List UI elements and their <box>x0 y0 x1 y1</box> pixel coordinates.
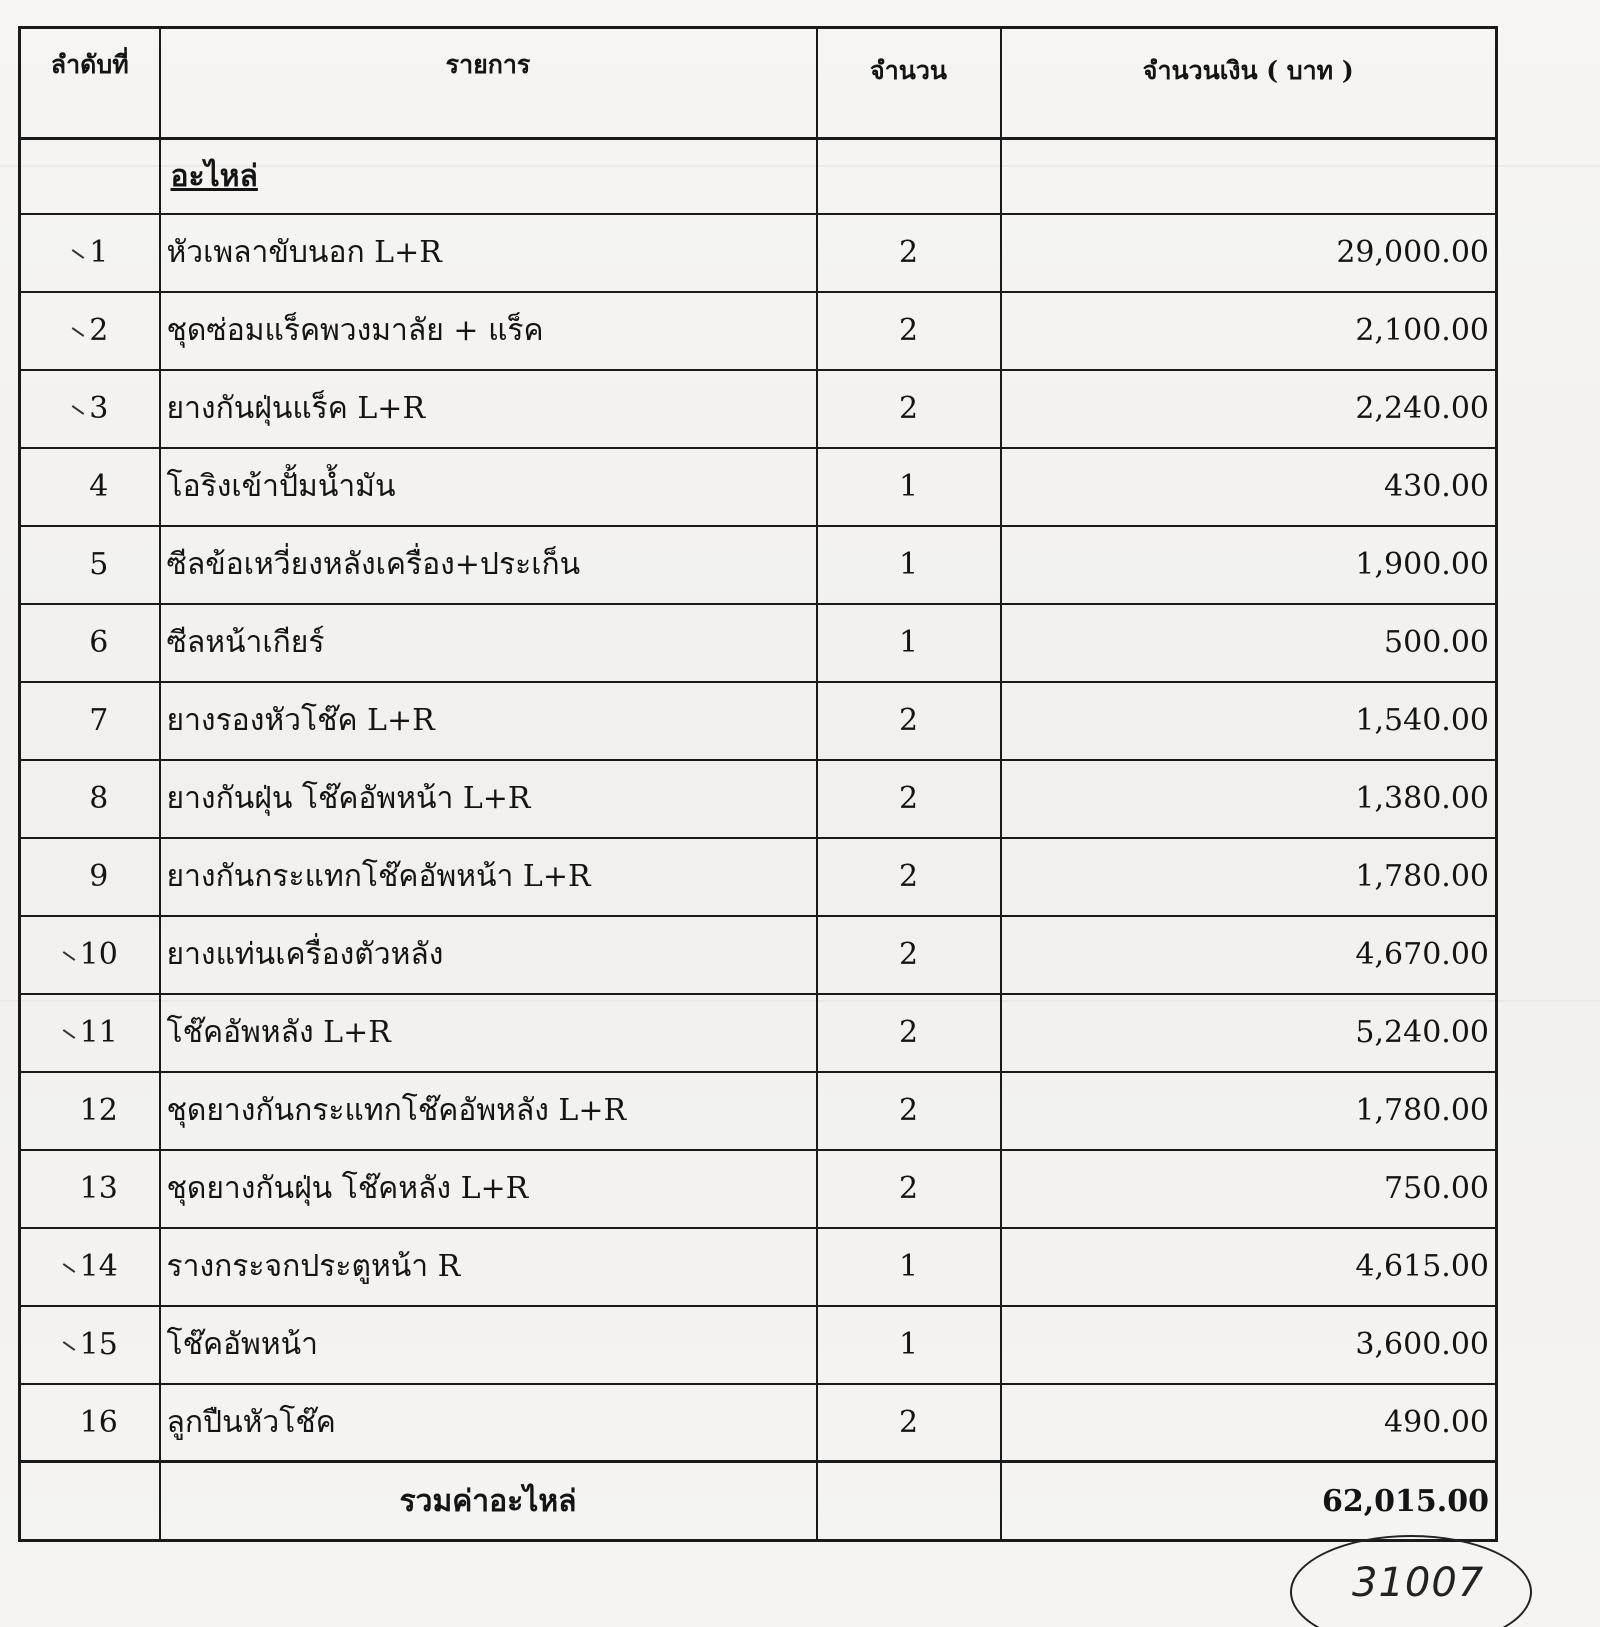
table-row <box>20 1384 1497 1462</box>
row-description: ยางกันฝุ่นแร็ค L+R <box>160 370 817 448</box>
row-number <box>20 604 160 682</box>
row-number <box>20 1072 160 1150</box>
row-number <box>20 994 160 1072</box>
table-row <box>20 448 1497 526</box>
table-row <box>20 1072 1497 1150</box>
check-mark-icon <box>72 483 85 493</box>
row-quantity: 2 <box>817 916 1001 994</box>
handwritten-note: 31007 <box>1352 1560 1485 1606</box>
row-number-text: 10 <box>79 937 118 972</box>
table-row <box>20 994 1497 1072</box>
row-description: ยางกันฝุ่น โช๊คอัพหน้า L+R <box>160 760 817 838</box>
header-no: ลำดับที่ <box>20 28 160 139</box>
row-amount: 1,900.00 <box>1001 526 1497 604</box>
row-quantity: 2 <box>817 838 1001 916</box>
total-row <box>20 1462 1497 1541</box>
row-number <box>20 682 160 760</box>
row-number <box>20 760 160 838</box>
check-mark-icon <box>62 951 75 961</box>
check-mark-icon <box>62 1263 75 1273</box>
row-amount: 750.00 <box>1001 1150 1497 1228</box>
row-number-text: 14 <box>79 1249 118 1284</box>
section-row <box>20 139 1497 214</box>
row-amount: 500.00 <box>1001 604 1497 682</box>
row-quantity: 2 <box>817 292 1001 370</box>
row-quantity: 2 <box>817 1384 1001 1462</box>
row-description: ยางแท่นเครื่องตัวหลัง <box>160 916 817 994</box>
row-description: โช๊คอัพหน้า <box>160 1306 817 1384</box>
row-amount: 2,100.00 <box>1001 292 1497 370</box>
row-quantity: 2 <box>817 1150 1001 1228</box>
table-row <box>20 1228 1497 1306</box>
row-number-text: 3 <box>89 391 109 426</box>
check-mark-icon <box>72 249 85 259</box>
check-mark-icon <box>72 873 85 883</box>
row-number <box>20 448 160 526</box>
table-row <box>20 292 1497 370</box>
row-number-text: 2 <box>89 313 109 348</box>
row-number-text: 12 <box>79 1093 118 1128</box>
row-amount: 430.00 <box>1001 448 1497 526</box>
table-row <box>20 1150 1497 1228</box>
section-title: อะไหล่ <box>170 158 258 194</box>
row-quantity: 2 <box>817 994 1001 1072</box>
row-description: ยางรองหัวโช๊ค L+R <box>160 682 817 760</box>
table-row <box>20 1306 1497 1384</box>
row-quantity: 2 <box>817 760 1001 838</box>
row-quantity: 1 <box>817 1228 1001 1306</box>
check-mark-icon <box>72 717 85 727</box>
row-number-text: 4 <box>89 469 109 504</box>
row-amount: 5,240.00 <box>1001 994 1497 1072</box>
row-amount: 4,670.00 <box>1001 916 1497 994</box>
table-row <box>20 370 1497 448</box>
row-description: ชุดซ่อมแร็คพวงมาลัย + แร็ค <box>160 292 817 370</box>
row-description: โช๊คอัพหลัง L+R <box>160 994 817 1072</box>
row-quantity: 2 <box>817 214 1001 292</box>
check-mark-icon <box>62 1341 75 1351</box>
row-amount: 3,600.00 <box>1001 1306 1497 1384</box>
row-quantity: 1 <box>817 448 1001 526</box>
row-number-text: 7 <box>89 703 109 738</box>
row-quantity: 2 <box>817 682 1001 760</box>
row-quantity: 1 <box>817 526 1001 604</box>
check-mark-icon <box>62 1107 75 1117</box>
header-description: รายการ <box>160 28 817 139</box>
row-amount: 29,000.00 <box>1001 214 1497 292</box>
row-quantity: 1 <box>817 1306 1001 1384</box>
check-mark-icon <box>72 327 85 337</box>
row-number-text: 9 <box>89 859 109 894</box>
row-description: ชุดยางกันฝุ่น โช๊คหลัง L+R <box>160 1150 817 1228</box>
check-mark-icon <box>62 1419 75 1429</box>
table-row <box>20 604 1497 682</box>
check-mark-icon <box>72 795 85 805</box>
row-number-text: 16 <box>79 1404 118 1440</box>
table-row <box>20 760 1497 838</box>
row-number <box>20 1150 160 1228</box>
table-header-row <box>20 28 1497 139</box>
table-row <box>20 838 1497 916</box>
row-number <box>20 526 160 604</box>
row-amount: 1,540.00 <box>1001 682 1497 760</box>
row-number <box>20 838 160 916</box>
table-row <box>20 526 1497 604</box>
row-description: ซีลข้อเหวี่ยงหลังเครื่อง+ประเก็น <box>160 526 817 604</box>
check-mark-icon <box>72 639 85 649</box>
row-quantity: 2 <box>817 1072 1001 1150</box>
table-row <box>20 916 1497 994</box>
check-mark-icon <box>62 1029 75 1039</box>
row-amount: 1,780.00 <box>1001 838 1497 916</box>
table-row <box>20 682 1497 760</box>
row-number <box>20 916 160 994</box>
header-amount: จำนวนเงิน ( บาท ) <box>1001 28 1497 139</box>
row-number <box>20 370 160 448</box>
row-description: ชุดยางกันกระแทกโช๊คอัพหลัง L+R <box>160 1072 817 1150</box>
row-description: ยางกันกระแทกโช๊คอัพหน้า L+R <box>160 838 817 916</box>
row-number <box>20 1228 160 1306</box>
row-quantity: 2 <box>817 370 1001 448</box>
row-amount: 4,615.00 <box>1001 1228 1497 1306</box>
row-number-text: 15 <box>79 1327 118 1362</box>
total-amount: 62,015.00 <box>1001 1462 1497 1541</box>
row-amount: 1,780.00 <box>1001 1072 1497 1150</box>
row-amount: 2,240.00 <box>1001 370 1497 448</box>
row-number <box>20 292 160 370</box>
row-amount: 1,380.00 <box>1001 760 1497 838</box>
row-number <box>20 1384 160 1462</box>
row-description: หัวเพลาขับนอก L+R <box>160 214 817 292</box>
check-mark-icon <box>72 561 85 571</box>
row-number-text: 1 <box>89 235 109 270</box>
row-number-text: 6 <box>89 625 109 660</box>
total-label: รวมค่าอะไหล่ <box>160 1462 817 1541</box>
header-quantity: จำนวน <box>817 28 1001 139</box>
row-number <box>20 1306 160 1384</box>
parts-table <box>18 26 1498 1542</box>
row-number-text: 11 <box>79 1015 118 1050</box>
table-row <box>20 214 1497 292</box>
row-description: รางกระจกประตูหน้า R <box>160 1228 817 1306</box>
row-number-text: 5 <box>89 547 109 582</box>
row-number <box>20 214 160 292</box>
row-quantity: 1 <box>817 604 1001 682</box>
row-amount: 490.00 <box>1001 1384 1497 1462</box>
check-mark-icon <box>62 1185 75 1195</box>
row-description: โอริงเข้าปั้มน้ำมัน <box>160 448 817 526</box>
row-number-text: 13 <box>79 1171 118 1206</box>
row-description: ซีลหน้าเกียร์ <box>160 604 817 682</box>
row-description: ลูกปืนหัวโช๊ค <box>160 1384 817 1462</box>
check-mark-icon <box>72 405 85 415</box>
row-number-text: 8 <box>89 781 109 816</box>
